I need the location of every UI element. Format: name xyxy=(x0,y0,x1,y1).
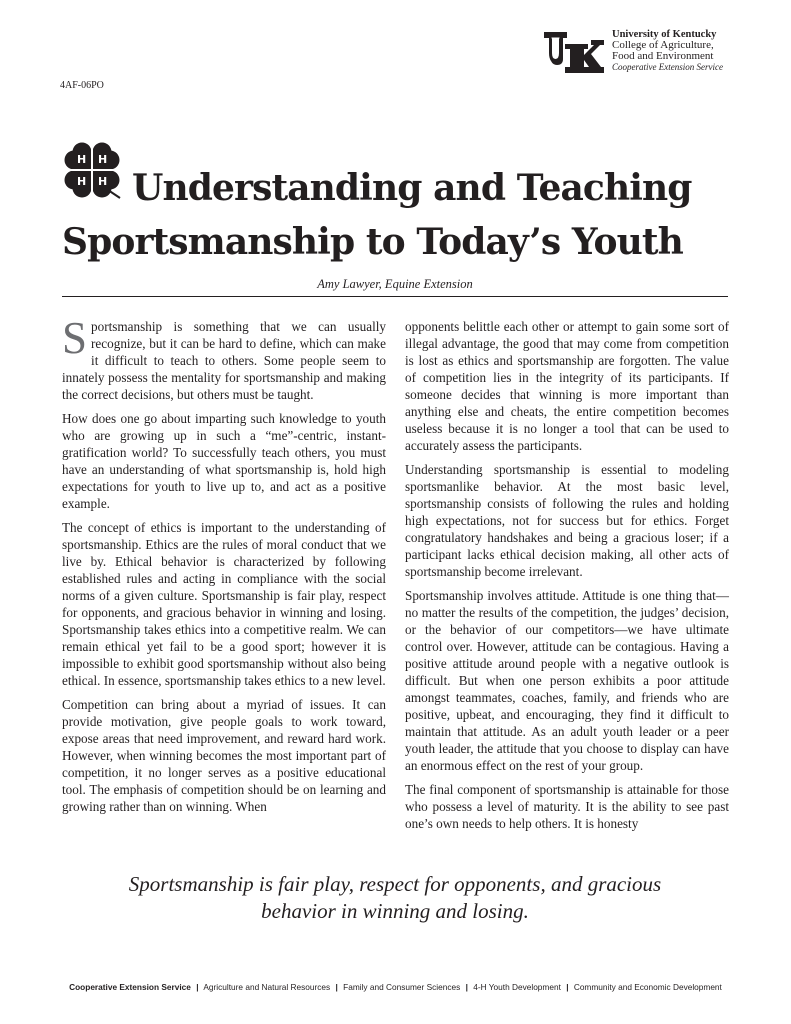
paragraph: opponents belittle each other or attempt to gain some sort of illegal advantage, the good that may come from competition is lost as ethics and sportsmanship are forgotten. The value of competition lies in the integrity of its participants. If someone decides that winning is more important than anything else and cheats, the entire competition becomes useless because it is no longer a tool that can be used to accurately assess the participants. xyxy=(405,319,729,453)
pull-quote-line-1: Sportsmanship is fair play, respect for opponents, and gracious xyxy=(128,872,662,896)
footer-separator: | xyxy=(335,982,338,992)
footer-item: 4-H Youth Development xyxy=(473,982,561,992)
author-byline: Amy Lawyer, Equine Extension xyxy=(317,277,473,291)
footer-item: Agriculture and Natural Resources xyxy=(203,982,331,992)
svg-text:H: H xyxy=(98,175,108,188)
college-name-line2: Food and Environment xyxy=(612,50,714,62)
paragraph: The concept of ethics is important to the understanding of sportsmanship. Ethics are the rules of moral conduct that we live by. Ethical behavior is characterized by following established rules and acting in compliance with the social norms of a given culture. Sportsmanship is fair play, respect for opponents, and gracious behavior in winning and losing. Sportsmanship takes ethics into a competitive realm. We can remain ethical yet fail to be a good sport; however it is impossible to exhibit good sportsmanship without also being ethical. In essence, sportsmanship takes ethics to a new level. xyxy=(62,520,386,688)
svg-text:H: H xyxy=(77,175,87,188)
svg-text:H: H xyxy=(77,153,87,166)
university-text xyxy=(612,29,723,73)
college-name-line1: College of Agriculture, xyxy=(612,39,714,51)
right-column xyxy=(405,318,729,839)
extension-service-name: Cooperative Extension Service xyxy=(612,62,723,72)
pull-quote xyxy=(62,871,728,925)
paragraph: How does one go about imparting such knowledge to youth who are growing up in such a “me”-centric, instant-gratification world? To successfully teach others, you must have an understanding of what sportsmanship is, hold high expectations for youth to live up to, and act as a positive example. xyxy=(62,411,386,511)
footer-separator: | xyxy=(465,982,468,992)
title-line-1: Understanding and Teaching xyxy=(132,167,692,209)
paragraph: Sportsmanship involves attitude. Attitude is one thing that—no matter the results of the competition, the judges’ decision, or the behavior of our competitors—we have ultimate control over. However, attitude can be contagious. Having a positive attitude around people with a negative outlook is difficult. But when one person exhibits a poor attitude amongst teammates, coaches, family, and friends who are positive, upbeat, and encouraging, they find it difficult to maintain that attitude. As an adult youth leader or a peer youth leader, the attitude that you choose to display can have an enormous effect on the rest of your group. xyxy=(405,588,729,773)
uk-logo-icon xyxy=(541,31,605,75)
left-column xyxy=(62,313,386,822)
page-title xyxy=(62,161,752,269)
footer-separator: | xyxy=(566,982,569,992)
footer xyxy=(0,982,791,992)
title-divider xyxy=(62,296,728,297)
footer-item: Community and Economic Development xyxy=(573,982,722,992)
footer-separator: | xyxy=(196,982,199,992)
pull-quote-line-2: behavior in winning and losing. xyxy=(261,899,529,923)
paragraph: Understanding sportsmanship is essential to modeling sportsmanlike behavior. At the most basic level, sportsmanship consists of following the rules and holding high expectations, not for success but for ethics. Forget congratulatory handshakes and being a gracious loser; if a participant lacks ethical decision making, all other acts of sportsmanship become irrelevant. xyxy=(405,462,729,579)
document-code: 4AF-06PO xyxy=(60,80,104,91)
university-name: University of Kentucky xyxy=(612,29,717,40)
paragraph: The final component of sportsmanship is attainable for those who possess a level of maturity. It is the ability to see past one’s own needs to help others. It is honesty xyxy=(405,782,729,831)
paragraph xyxy=(62,313,386,403)
drop-cap: S xyxy=(62,313,88,363)
university-header xyxy=(541,27,761,79)
footer-lead: Cooperative Extension Service xyxy=(69,982,191,992)
title-line-2: Sportsmanship to Today’s Youth xyxy=(62,221,683,263)
paragraph-text: portsmanship is something that we can usually recognize, but it can be hard to define, which can make it difficult to teach to others. Some people seem to innately possess the mentality for sportsmanship and making the correct decisions, but others must be taught. xyxy=(62,319,386,402)
paragraph: Competition can bring about a myriad of issues. It can provide motivation, give people goals to work toward, expose areas that need improvement, and reward hard work. However, when winning becomes the most important part of competition, it no longer serves as a positive educational tool. The emphasis of competition should be on learning and growing rather than on winning. When xyxy=(62,697,386,814)
footer-item: Family and Consumer Sciences xyxy=(343,982,461,992)
svg-text:H: H xyxy=(98,153,108,166)
